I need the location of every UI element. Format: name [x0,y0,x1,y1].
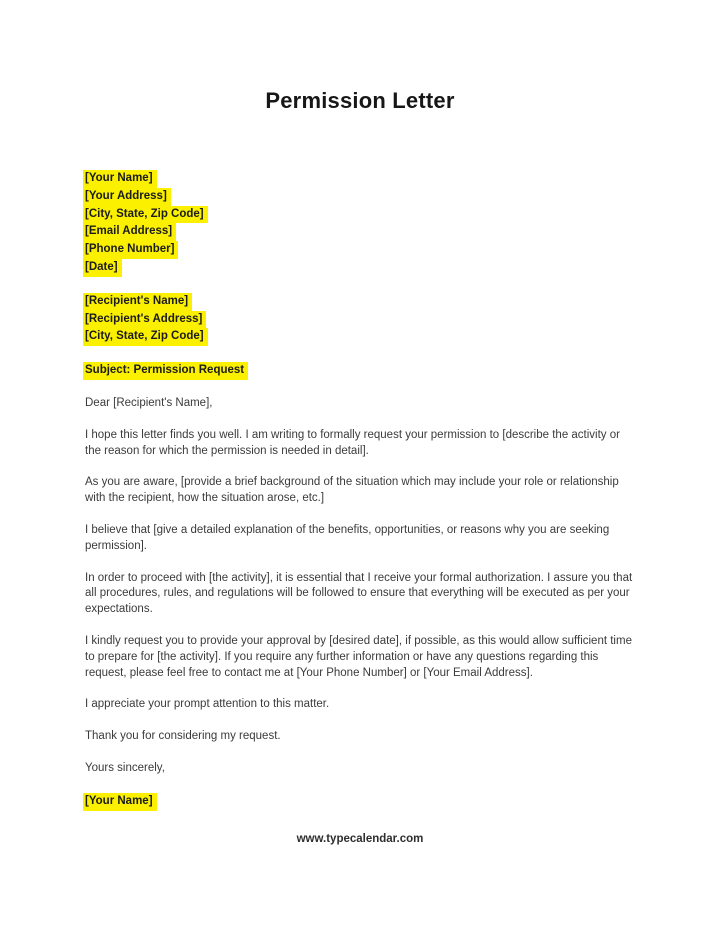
recipient-city-placeholder: [City, State, Zip Code] [83,328,208,346]
paragraph-benefits: I believe that [give a detailed explanation of the benefits, opportunities, or reasons why you are seeking permission]. [85,523,610,552]
page-title: Permission Letter [265,88,455,113]
sender-city-placeholder: [City, State, Zip Code] [83,206,208,224]
recipient-city-line [85,328,635,346]
sender-email-placeholder: [Email Address] [83,223,176,241]
sender-date-line [85,259,635,277]
recipient-name-line [85,293,635,311]
sender-name-line [85,170,635,188]
recipient-block [85,293,635,346]
subject-line [85,362,635,380]
sender-email-line [85,223,635,241]
closing: Yours sincerely, [85,761,165,774]
paragraph-approval-request: I kindly request you to provide your approval by [desired date], if possible, as this would allow sufficient time to prepare for [the activity]. If you require any further information or have any questions regarding this request, please feel free to contact me at [Your Phone Number] or [Your Email Address]. [85,634,632,679]
paragraph-background: As you are aware, [provide a brief background of the situation which may include your role or relationship with the recipient, how the situation arose, etc.] [85,476,619,505]
sender-city-line [85,206,635,224]
footer-url: www.typecalendar.com [296,832,424,845]
subject-text: Subject: Permission Request [83,362,248,380]
sender-address-line [85,188,635,206]
signature-block [85,793,635,811]
recipient-address-placeholder: [Recipient's Address] [83,311,206,329]
recipient-name-placeholder: [Recipient's Name] [83,293,192,311]
paragraph-intro: I hope this letter finds you well. I am writing to formally request your permission to [describe the activity or the reason for which the permission is needed in detail]. [85,428,620,457]
sender-date-placeholder: [Date] [83,259,122,277]
recipient-address-line [85,311,635,329]
paragraph-authorization: In order to proceed with [the activity], it is essential that I receive your formal authorization. I assure you that all procedures, rules, and regulations will be followed to ensure that everything will be executed as per your expectations. [85,571,633,616]
sender-name-placeholder: [Your Name] [83,170,157,188]
signature-name-placeholder: [Your Name] [83,793,157,811]
sender-address-placeholder: [Your Address] [83,188,171,206]
sender-block [85,170,635,277]
sender-phone-line [85,241,635,259]
paragraph-appreciation: I appreciate your prompt attention to this matter. [85,698,330,711]
salutation: Dear [Recipient's Name], [85,396,213,409]
paragraph-thanks: Thank you for considering my request. [85,730,281,743]
letter-content [85,170,635,845]
sender-phone-placeholder: [Phone Number] [83,241,178,259]
